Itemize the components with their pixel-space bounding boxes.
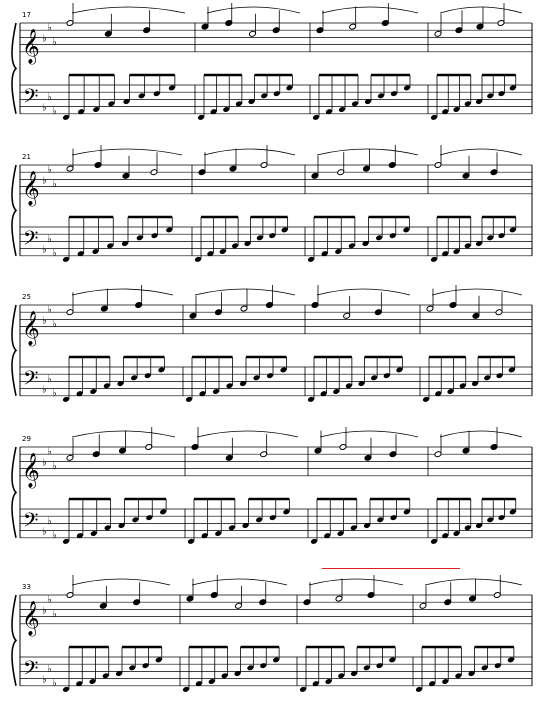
flat-icon: ♭ bbox=[47, 594, 52, 606]
measure bbox=[62, 3, 185, 121]
measure bbox=[62, 575, 170, 693]
flat-icon: ♭ bbox=[47, 663, 52, 675]
bass-staff bbox=[20, 367, 532, 396]
system bbox=[12, 285, 532, 403]
treble-staff bbox=[20, 165, 532, 194]
slur bbox=[440, 149, 522, 155]
slur bbox=[432, 289, 522, 295]
treble-staff bbox=[20, 305, 532, 334]
flat-icon: ♭ bbox=[42, 244, 47, 256]
flat-icon: ♭ bbox=[52, 461, 57, 472]
measure bbox=[197, 3, 300, 121]
measure bbox=[307, 145, 418, 263]
flat-icon: ♭ bbox=[42, 175, 47, 187]
flat-icon: ♭ bbox=[42, 315, 47, 327]
measure-number: 17 bbox=[22, 11, 31, 19]
measure-number: 25 bbox=[22, 293, 31, 301]
measure bbox=[430, 145, 522, 263]
flat-icon: ♭ bbox=[47, 91, 52, 103]
measure bbox=[312, 3, 418, 121]
slur bbox=[425, 579, 522, 585]
slur bbox=[309, 579, 403, 585]
treble-clef-icon: 𝄞 bbox=[22, 600, 40, 636]
brace bbox=[12, 447, 16, 538]
flat-icon: ♭ bbox=[52, 678, 57, 690]
treble-clef-icon: 𝄞 bbox=[22, 28, 40, 64]
slur bbox=[320, 431, 418, 437]
flat-icon: ♭ bbox=[52, 37, 57, 48]
flat-icon: ♭ bbox=[47, 446, 52, 458]
measure-number: 21 bbox=[22, 153, 31, 161]
slur bbox=[195, 289, 295, 295]
flat-icon: ♭ bbox=[52, 388, 57, 400]
flat-icon: ♭ bbox=[42, 605, 47, 617]
flat-icon: ♭ bbox=[42, 457, 47, 469]
measure bbox=[299, 575, 403, 693]
flat-icon: ♭ bbox=[42, 526, 47, 538]
slur bbox=[204, 149, 295, 155]
system bbox=[12, 145, 532, 263]
system bbox=[12, 3, 532, 121]
flat-icon: ♭ bbox=[52, 106, 57, 118]
measure bbox=[185, 285, 295, 403]
flat-icon: ♭ bbox=[42, 33, 47, 45]
slur bbox=[440, 7, 522, 13]
slur bbox=[317, 289, 410, 295]
flat-icon: ♭ bbox=[47, 233, 52, 245]
brace bbox=[12, 23, 16, 114]
slur bbox=[72, 289, 173, 295]
measure-number: 33 bbox=[22, 583, 31, 591]
treble-clef-icon: 𝄞 bbox=[22, 452, 40, 488]
bass-clef-icon: 𝄢 bbox=[23, 226, 39, 255]
slur bbox=[207, 7, 300, 13]
bass-clef-icon: 𝄢 bbox=[23, 508, 39, 537]
flat-icon: ♭ bbox=[52, 530, 57, 542]
measure bbox=[415, 575, 522, 693]
bass-clef-icon: 𝄢 bbox=[23, 366, 39, 395]
slur bbox=[192, 579, 287, 585]
brace bbox=[12, 305, 16, 396]
slur bbox=[440, 431, 522, 437]
flat-icon: ♭ bbox=[52, 248, 57, 260]
red-annotation-line bbox=[322, 568, 460, 569]
slur bbox=[72, 7, 185, 13]
flat-icon: ♭ bbox=[42, 674, 47, 686]
flat-icon: ♭ bbox=[47, 304, 52, 316]
measure bbox=[187, 427, 298, 545]
measure bbox=[182, 575, 287, 693]
measure bbox=[310, 427, 418, 545]
flat-icon: ♭ bbox=[42, 102, 47, 114]
treble-clef-icon: 𝄞 bbox=[22, 170, 40, 206]
treble-clef-icon: 𝄞 bbox=[22, 310, 40, 346]
measure bbox=[430, 3, 522, 121]
measure bbox=[194, 145, 295, 263]
bass-clef-icon: 𝄢 bbox=[23, 84, 39, 113]
slur bbox=[317, 149, 418, 155]
flat-icon: ♭ bbox=[52, 319, 57, 330]
flat-icon: ♭ bbox=[47, 164, 52, 176]
measure bbox=[62, 285, 173, 403]
measure bbox=[62, 145, 182, 263]
slur bbox=[72, 579, 170, 585]
brace bbox=[12, 165, 16, 256]
measure bbox=[62, 427, 175, 545]
measure bbox=[307, 285, 410, 403]
system bbox=[12, 575, 532, 693]
measure-number: 29 bbox=[22, 435, 31, 443]
treble-staff bbox=[20, 595, 532, 624]
flat-icon: ♭ bbox=[52, 609, 57, 620]
slur bbox=[197, 431, 298, 437]
flat-icon: ♭ bbox=[47, 22, 52, 34]
system bbox=[12, 427, 532, 545]
flat-icon: ♭ bbox=[52, 179, 57, 190]
measure bbox=[430, 427, 522, 545]
slur bbox=[72, 431, 175, 437]
bass-clef-icon: 𝄢 bbox=[23, 656, 39, 685]
measure bbox=[422, 285, 522, 403]
slur bbox=[322, 7, 418, 13]
flat-icon: ♭ bbox=[42, 384, 47, 396]
flat-icon: ♭ bbox=[47, 515, 52, 527]
flat-icon: ♭ bbox=[47, 373, 52, 385]
brace bbox=[12, 595, 16, 686]
slur bbox=[72, 149, 182, 155]
